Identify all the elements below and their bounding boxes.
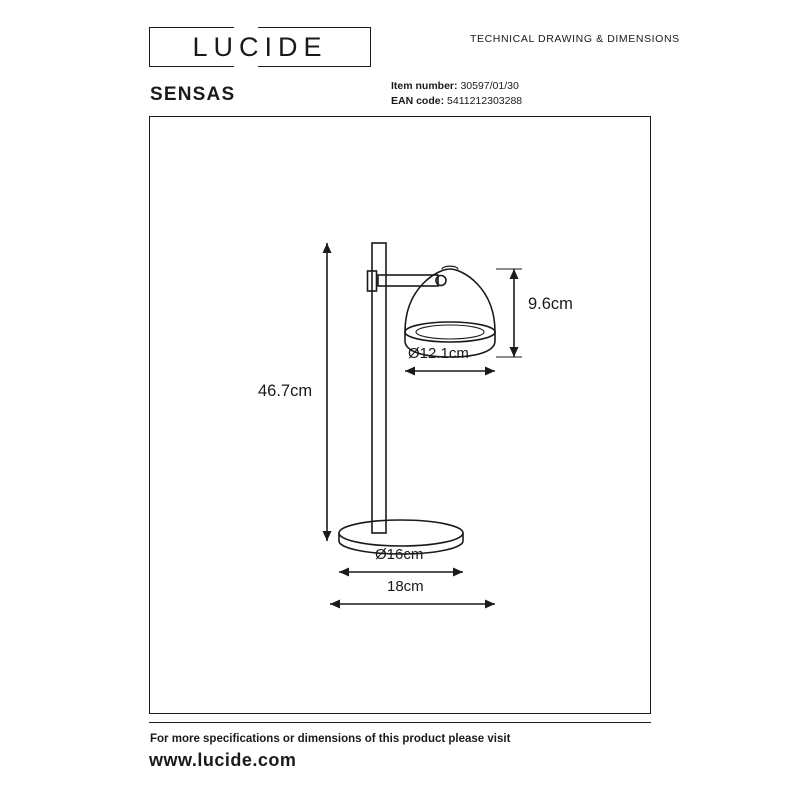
lamp-arm (378, 275, 438, 286)
brand-logo-text: LUCIDE (192, 31, 328, 62)
dim-label-base-diameter: Ø16cm (375, 546, 424, 563)
ean-code-row (391, 94, 522, 109)
dim-arrow-width-right (485, 600, 495, 609)
dim-label-overall-width: 18cm (387, 578, 424, 595)
dim-label-shade-diameter: Ø12.1cm (408, 345, 469, 362)
lamp-technical-drawing (150, 117, 652, 715)
product-meta (391, 79, 522, 109)
ean-code-value: 5411212303288 (447, 95, 523, 107)
product-name: SENSAS (150, 84, 236, 105)
item-number-row (391, 79, 522, 94)
dim-label-shade-height: 9.6cm (528, 295, 573, 313)
footer-divider (149, 722, 651, 723)
logo-gap-top (234, 25, 258, 31)
dim-arrow-base-dia-right (453, 568, 463, 577)
lamp-base-top (339, 520, 463, 546)
dim-arrow-shade-dia-right (485, 367, 495, 376)
dim-arrow-height-bottom (323, 531, 332, 541)
drawing-frame (149, 116, 651, 714)
dim-arrow-shade-dia-left (405, 367, 415, 376)
footer-note: For more specifications or dimensions of this product please visit (150, 733, 511, 745)
document-title: TECHNICAL DRAWING & DIMENSIONS (470, 33, 680, 45)
logo-gap-bottom (234, 63, 258, 69)
footer-website-link[interactable]: www.lucide.com (149, 750, 297, 770)
lamp-shade-inner-ring (416, 325, 484, 339)
dim-arrow-height-top (323, 243, 332, 253)
dim-label-total-height: 46.7cm (258, 382, 313, 400)
brand-logo (149, 27, 371, 67)
dim-arrow-shade-bottom (510, 347, 519, 357)
dim-arrow-shade-top (510, 269, 519, 279)
item-number-value: 30597/01/30 (460, 80, 519, 92)
dim-arrow-base-dia-left (339, 568, 349, 577)
item-number-label: Item number: (391, 80, 458, 92)
dim-arrow-width-left (330, 600, 340, 609)
ean-code-label: EAN code: (391, 95, 445, 107)
